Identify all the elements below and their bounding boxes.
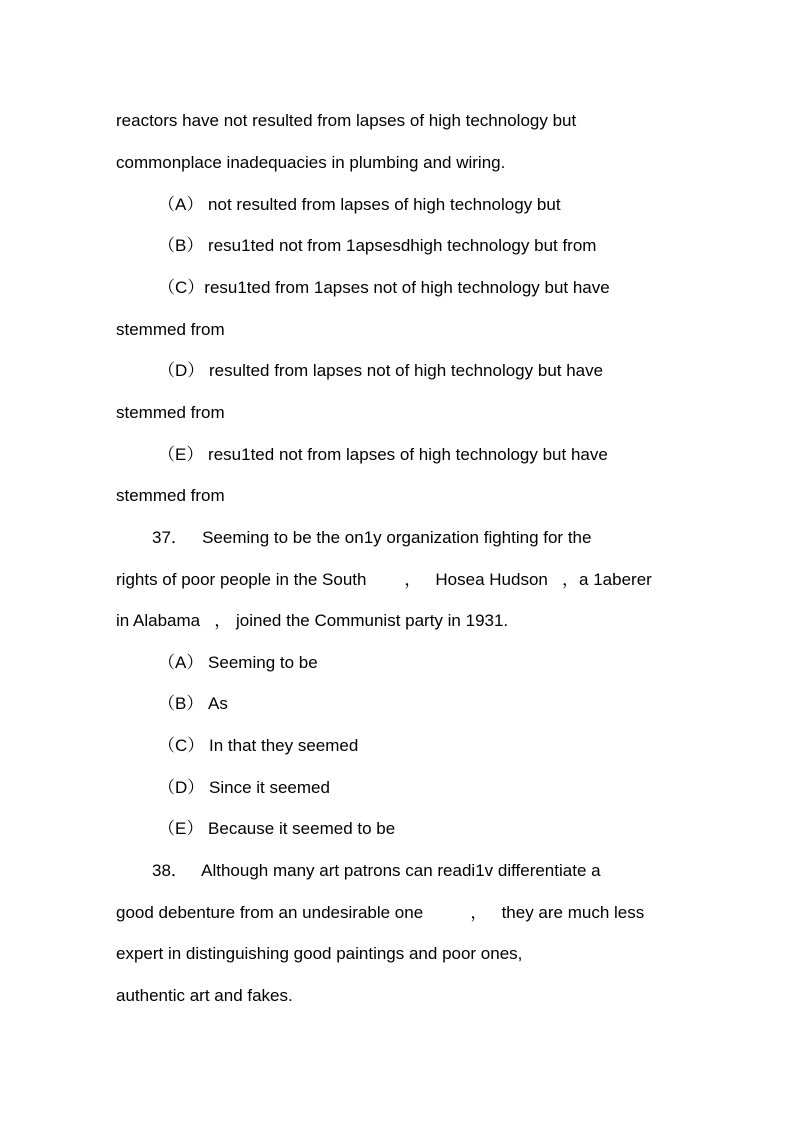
text-line: good debenture from an undesirable one ， they are much less [116,903,645,922]
answer-option-c: （C）resu1ted from 1apses not of high technology but have [158,278,610,297]
text-line: commonplace inadequacies in plumbing and wiring. [116,153,506,172]
answer-option-d: （D） resulted from lapses not of high technology but have [158,361,604,380]
text-line: stemmed from [116,403,225,422]
question-38: 38． Although many art patrons can readi1v differentiate a [152,861,601,880]
text-line: expert in distinguishing good paintings and poor ones, [116,944,523,963]
answer-option-b: （B） As [158,694,228,713]
text-line: rights of poor people in the South ， Hosea Hudson ，a 1aberer [116,570,652,589]
answer-option-c: （C） In that they seemed [158,736,359,755]
answer-option-e: （E） Because it seemed to be [158,819,396,838]
text-line: stemmed from [116,320,225,339]
answer-option-d: （D） Since it seemed [158,778,330,797]
answer-option-a: （A） Seeming to be [158,653,318,672]
text-line: reactors have not resulted from lapses of high technology but [116,111,577,130]
answer-option-e: （E） resu1ted not from lapses of high technology but have [158,445,608,464]
text-line: authentic art and fakes. [116,986,293,1005]
answer-option-b: （B） resu1ted not from 1apsesdhigh technology but from [158,236,597,255]
answer-option-a: （A） not resulted from lapses of high technology but [158,195,561,214]
text-line: in Alabama ， joined the Communist party in 1931. [116,611,509,630]
text-line: stemmed from [116,486,225,505]
question-37: 37． Seeming to be the on1y organization fighting for the [152,528,592,547]
